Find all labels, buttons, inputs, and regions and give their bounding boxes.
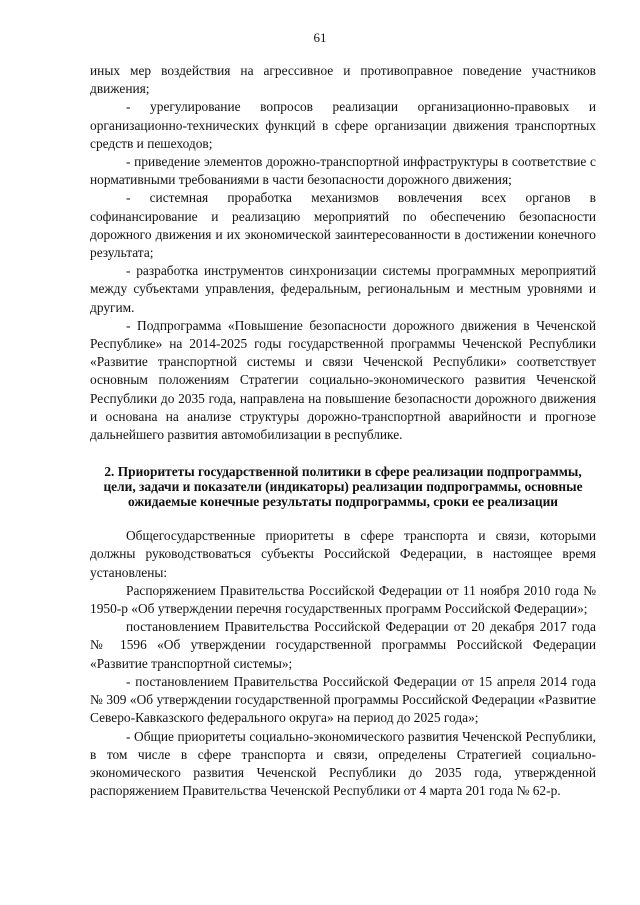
paragraph: - системная проработка механизмов вовлечения всех органов в софинансирование и реализацию мероприятий по обеспечению безопасности дорожного движения и их экономической заинтересованности в достижении конечного результата; <box>90 190 596 261</box>
paragraph: постановлением Правительства Российской Федерации от 20 декабря 2017 года № 1596 «Об утверждении государственной программы Российской Федерации «Развитие транспортной системы»; <box>90 619 596 671</box>
section-heading: 2. Приоритеты государственной политики в сфере реализации подпрограммы, цели, задачи и показатели (индикаторы) реализации подпрограммы, основные ожидаемые конечные результаты подпрограммы, сроки ее реализации <box>103 464 583 510</box>
paragraph: Распоряжением Правительства Российской Федерации от 11 ноября 2010 года № 1950-р «Об утверждении перечня государственных программ Российской Федерации»; <box>90 582 596 617</box>
paragraph: Общегосударственные приоритеты в сфере транспорта и связи, которыми должны руководствоваться субъекты Российской Федерации, в настоящее время установлены: <box>90 528 596 580</box>
paragraph: - Подпрограмма «Повышение безопасности дорожного движения в Чеченской Республике» на 2014-2025 годы государственной программы Чеченской Республики «Развитие транспортной системы и связи Чеченской Республики» соответствует основным положениям Стратегии социально-экономического развития Чеченской Республики до 2035 года, направлена на повышение безопасности дорожного движения и основана на анализе структуры дорожно-транспортной аварийности и прогнозе дальнейшего развития автомобилизации в республике. <box>90 317 596 443</box>
page-number: 61 <box>313 30 327 45</box>
paragraph: - урегулирование вопросов реализации организационно-правовых и организационно-технических функций в сфере организации движения транспортных средств и пешеходов; <box>90 99 596 151</box>
paragraph: - приведение элементов дорожно-транспортной инфраструктуры в соответствие с нормативными требованиями в части безопасности дорожного движения; <box>90 154 596 188</box>
document-body <box>90 62 596 800</box>
paragraph: иных мер воздействия на агрессивное и противоправное поведение участников движения; <box>90 63 596 97</box>
paragraph: - Общие приоритеты социально-экономического развития Чеченской Республики, в том числе в сфере транспорта и связи, определены Стратегией социально-экономического развития Чеченской Республики до 2035 года, утвержденной распоряжением Правительства Чеченской Республики от 4 марта 201 года № 62-р. <box>90 728 596 799</box>
paragraph: - постановлением Правительства Российской Федерации от 15 апреля 2014 года № 309 «Об утверждении государственной программы Российской Федерации «Развитие Северо-Кавказского федерального округа» на период до 2025 года»; <box>90 673 596 726</box>
paragraph: - разработка инструментов синхронизации системы программных мероприятий между субъектами управления, федеральным, региональным и местным уровнями и другим. <box>90 263 596 315</box>
